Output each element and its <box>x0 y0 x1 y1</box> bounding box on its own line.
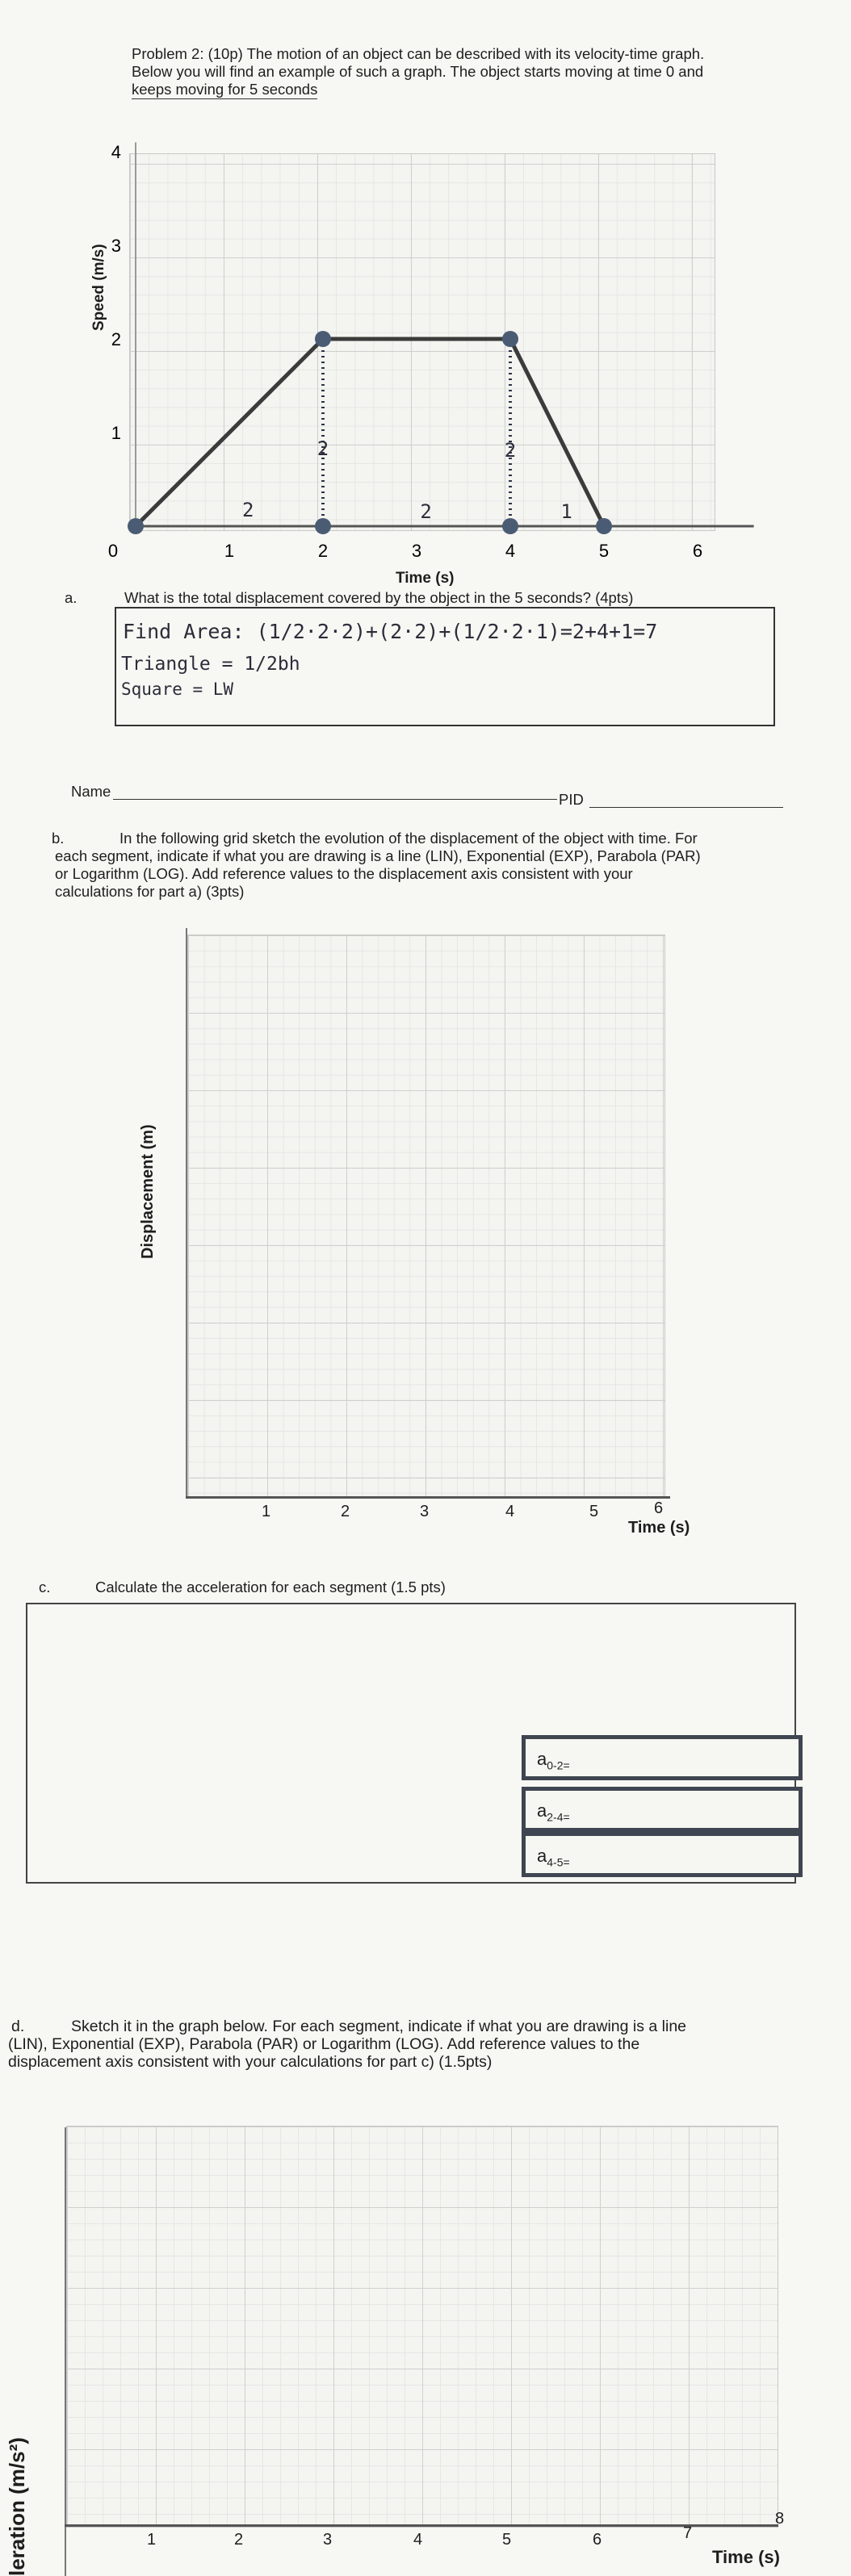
acc-eq-2-4: = <box>563 1810 570 1824</box>
velocity-x-tick-6: 6 <box>692 541 703 561</box>
velocity-x-axis-label: Time (s) <box>396 570 455 587</box>
velocity-x-tick-1: 1 <box>224 541 235 561</box>
velocity-series-line <box>136 339 604 526</box>
velocity-y-tick-4: 4 <box>111 142 121 162</box>
part-d-text <box>8 2018 848 2071</box>
velocity-point <box>315 331 331 347</box>
part-d-line-1: Sketch it in the graph below. For each segment, indicate if what you are drawing is a line <box>71 2018 687 2035</box>
velocity-x-tick-3: 3 <box>411 541 422 561</box>
pid-field[interactable] <box>589 807 783 808</box>
velocity-x-tick-2: 2 <box>317 541 329 561</box>
problem-line-2: Below you will find an example of such a graph. The object starts moving at time 0 and <box>132 63 704 80</box>
acc-x-tick: 8 <box>775 2510 785 2528</box>
part-b-line-1: In the following grid sketch the evolution of the displacement of the object with time. For <box>119 830 698 847</box>
acc-sub-4-5: 4-5 <box>547 1855 564 1869</box>
acc-row-2-4[interactable] <box>522 1787 803 1832</box>
acc-x-tick: 1 <box>147 2531 157 2549</box>
part-d-line-2: (LIN), Exponential (EXP), Parabola (PAR) or Logarithm (LOG). Add reference values to the <box>8 2035 640 2053</box>
part-a-label: a. <box>65 589 78 606</box>
acceleration-graph-grid[interactable] <box>66 2126 778 2528</box>
displacement-y-axis-label: Displacement (m) <box>139 1124 157 1259</box>
acceleration-x-axis-label: Time (s) <box>712 2547 780 2567</box>
acc-x-tick: 7 <box>683 2524 693 2542</box>
part-a-answer-line-1: Find Area: (1/2·2·2)+(2·2)+(1/2·2·1)=2+4+1=7 <box>123 620 658 643</box>
acceleration-y-axis-label: leration (m/s²) <box>5 2437 29 2576</box>
acc-x-tick: 6 <box>593 2531 602 2549</box>
problem-line-1: Problem 2: (10p) The motion of an object can be described with its velocity-time graph. <box>132 45 705 62</box>
displacement-graph-grid[interactable] <box>187 935 665 1498</box>
part-b-line-3: or Logarithm (LOG). Add reference values to the displacement axis consistent with your <box>55 865 633 882</box>
part-d-line-3: displacement axis consistent with your calculations for part c) (1.5pts) <box>8 2053 493 2071</box>
velocity-chart <box>0 0 851 613</box>
velocity-point <box>502 331 518 347</box>
acc-row-4-5[interactable] <box>522 1832 803 1877</box>
name-field[interactable] <box>113 799 557 800</box>
part-b-label: b. <box>52 830 65 847</box>
disp-x-tick: 4 <box>505 1503 515 1520</box>
acc-x-tick: 2 <box>234 2531 244 2549</box>
velocity-axis-point <box>315 518 331 534</box>
part-c-question: Calculate the acceleration for each segment (1.5 pts) <box>95 1579 446 1595</box>
velocity-annotation: 2 <box>241 499 254 521</box>
disp-x-tick: 3 <box>420 1503 430 1520</box>
problem-line-3: keeps moving for 5 seconds <box>132 81 318 98</box>
acc-a-2-4: a <box>537 1800 547 1821</box>
part-a-answer-box[interactable] <box>115 607 775 726</box>
velocity-y-tick-3: 3 <box>111 236 121 256</box>
velocity-annotation: 2 <box>420 500 432 523</box>
velocity-x-tick-0: 0 <box>107 541 119 561</box>
disp-x-tick: 1 <box>262 1503 271 1520</box>
velocity-annotation: 2 <box>504 439 517 462</box>
displacement-x-axis-label: Time (s) <box>628 1519 690 1537</box>
acc-sub-2-4: 2-4 <box>547 1810 564 1824</box>
velocity-y-tick-2: 2 <box>111 329 121 349</box>
acc-eq-4-5: = <box>563 1855 570 1869</box>
part-b-line-4: calculations for part a) (3pts) <box>55 883 245 900</box>
name-label: Name <box>71 783 111 800</box>
part-b-line-2: each segment, indicate if what you are drawing is a line (LIN), Exponential (EXP), Parabola (PAR) <box>55 847 701 864</box>
velocity-annotation: 1 <box>560 500 572 523</box>
acc-x-tick: 4 <box>413 2531 423 2549</box>
velocity-y-axis-label: Speed (m/s) <box>90 244 107 331</box>
acc-row-0-2[interactable] <box>522 1735 803 1780</box>
pid-label: PID <box>559 791 584 808</box>
part-a-answer-line-3: Square = LW <box>121 680 234 699</box>
velocity-x-tick-4: 4 <box>505 541 516 561</box>
acc-x-tick: 5 <box>502 2531 512 2549</box>
velocity-axis-point <box>502 518 518 534</box>
acc-x-tick: 3 <box>323 2531 333 2549</box>
part-c-label: c. <box>39 1579 51 1595</box>
displacement-y-axis <box>186 928 187 1498</box>
acc-eq-0-2: = <box>563 1758 570 1772</box>
acceleration-x-axis <box>65 2524 778 2527</box>
disp-x-tick: 5 <box>589 1503 599 1520</box>
disp-x-tick: 2 <box>341 1503 350 1520</box>
acceleration-y-axis <box>65 2127 66 2576</box>
acc-a-0-2: a <box>537 1749 547 1769</box>
displacement-x-axis <box>186 1496 670 1499</box>
disp-x-tick: 6 <box>654 1499 664 1517</box>
acc-sub-0-2: 0-2 <box>547 1758 564 1772</box>
part-b-text <box>55 830 822 901</box>
acc-a-4-5: a <box>537 1846 547 1866</box>
velocity-x-tick-5: 5 <box>598 541 610 561</box>
part-a-answer-line-2: Triangle = 1/2bh <box>121 654 300 675</box>
velocity-point <box>128 518 144 534</box>
velocity-y-tick-1: 1 <box>111 423 121 443</box>
part-d-label: d. <box>11 2018 25 2035</box>
part-a-question: What is the total displacement covered by the object in the 5 seconds? (4pts) <box>124 589 634 606</box>
velocity-point <box>596 518 612 534</box>
velocity-annotation: 2 <box>317 437 329 460</box>
